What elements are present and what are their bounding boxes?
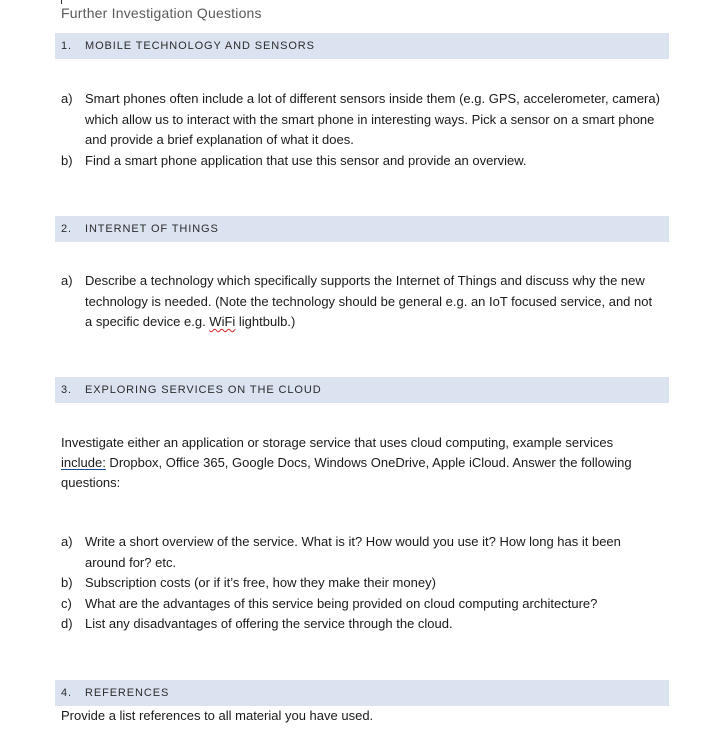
question-text: What are the advantages of this service being provided on cloud computing architecture? [85, 595, 598, 611]
question-text: Subscription costs (or if it’s free, how they make their money) [85, 575, 436, 590]
section-2-question-list [61, 271, 661, 333]
list-marker: a) [61, 91, 73, 106]
list-marker: b) [61, 575, 73, 590]
section-number: 4. [61, 687, 72, 699]
question-text-start: Describe a technology which specifically supports the Internet of Things and discuss why the new technology is needed. (Note the technology should be general e.g. an IoT focused service, and not a specific device e.g. [85, 273, 653, 329]
section-number: 2. [61, 223, 72, 235]
question-text: Write a short overview of the service. What is it? How would you use it? How long has it been around for? etc. [85, 534, 621, 570]
list-item [61, 271, 661, 333]
section-heading-internet-of-things [55, 216, 669, 242]
document-title: Further Investigation Questions [61, 5, 262, 21]
list-marker: b) [61, 152, 73, 168]
spellcheck-flagged-word[interactable]: WiFi [209, 314, 236, 329]
references-paragraph: Provide a list references to all material you have used. [61, 708, 374, 723]
question-text: Find a smart phone application that use this sensor and provide an overview. [85, 152, 527, 168]
section-3-intro-paragraph [61, 433, 661, 493]
list-item [61, 594, 661, 615]
section-number: 1. [61, 40, 72, 52]
text-cursor [61, 0, 62, 4]
list-item [61, 151, 661, 172]
section-1-question-list [61, 89, 661, 171]
list-item [61, 573, 661, 594]
section-title: REFERENCES [85, 687, 170, 699]
question-text: List any disadvantages of offering the service through the cloud. [85, 616, 453, 631]
section-3-question-list [61, 532, 661, 635]
question-text: Smart phones often include a lot of different sensors inside them (e.g. GPS, accelerometer, camera) which allow us to interact with the smart phone in interesting ways. Pick a sensor on a smart phone and provide a brief explanation of what it does. [85, 91, 660, 147]
list-marker: c) [61, 595, 72, 611]
section-heading-references [55, 680, 669, 706]
intro-text-start: Investigate either an application or storage service that uses cloud computing, example services [61, 435, 614, 450]
list-item [61, 532, 661, 573]
section-heading-mobile-technology [55, 33, 669, 59]
section-number: 3. [61, 384, 72, 396]
question-text-end: lightbulb.) [235, 314, 296, 329]
intro-text-end: Dropbox, Office 365, Google Docs, Windows OneDrive, Apple iCloud. Answer the following questions: [61, 455, 632, 490]
section-heading-cloud-services [55, 377, 669, 403]
section-title: MOBILE TECHNOLOGY AND SENSORS [85, 40, 315, 52]
list-marker: a) [61, 273, 73, 288]
list-marker: a) [61, 534, 73, 549]
list-item [61, 89, 661, 151]
section-title: INTERNET OF THINGS [85, 223, 219, 235]
grammar-flagged-word[interactable]: include: [61, 455, 106, 470]
section-title: EXPLORING SERVICES ON THE CLOUD [85, 384, 322, 396]
list-item [61, 614, 661, 635]
question-text [85, 271, 661, 333]
list-marker: d) [61, 616, 73, 631]
